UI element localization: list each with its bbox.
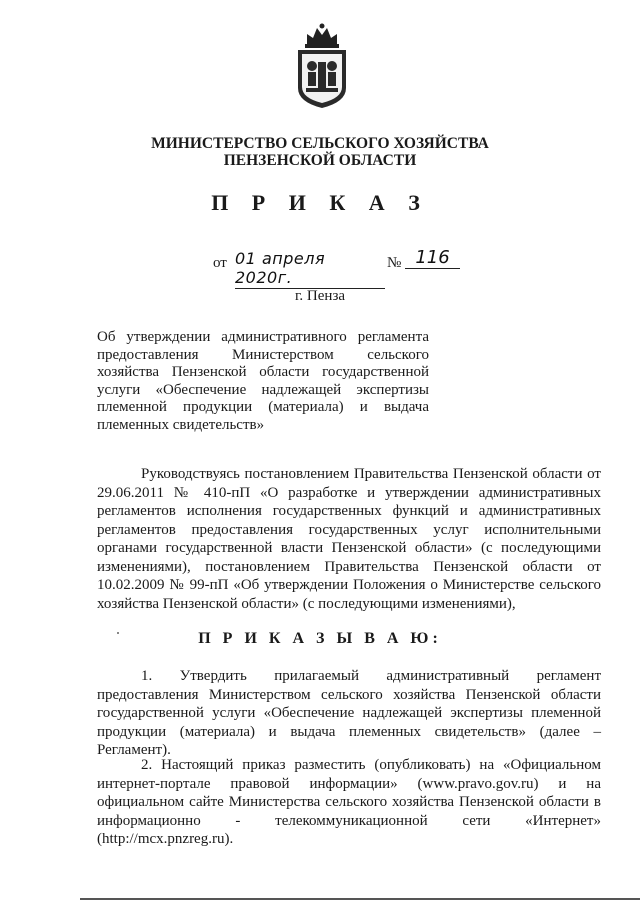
subject-line: предоставления Министерством сельского: [97, 346, 429, 363]
ministry-name-line2: ПЕНЗЕНСКОЙ ОБЛАСТИ: [223, 152, 417, 169]
subject-line: хозяйства Пензенской области государственной: [97, 364, 429, 381]
date-prefix: от: [213, 255, 227, 271]
subject-line: племенных свидетельств»: [97, 416, 265, 433]
handwritten-date: 01 апреля 2020г.: [235, 249, 385, 289]
intro-paragraph: Руководствуясь постановлением Правительства Пензенской области от 29.06.2011 № 410-пП «О разработке и утверждении административных регламентов исполнения государственных функций и административных регламентов предоставления государственных услуг исполнительными органами государственной власти Пензенской области» (с последующими изменениями), постановлением Правительства Пензенской области от 10.02.2009 № 99-пП «Об утверждении Положения о Министерстве сельского хозяйства Пензенской области» (с последующими изменениями),: [97, 466, 601, 612]
ministry-name-line1: МИНИСТЕРСТВО СЕЛЬСКОГО ХОЗЯЙСТВА: [151, 135, 489, 152]
order-item-1: 1. Утвердить прилагаемый административный регламент предоставления Министерством сельского хозяйства Пензенской области государственной услуги «Обеспечение надлежащей экспертизы племенной продукции (материала) и выдача племенных свидетельств» (далее – Регламент).: [97, 668, 601, 758]
order-subject: [97, 329, 429, 435]
subject-line: племенной продукции (материала) и выдача: [97, 399, 429, 416]
scan-bottom-edge: [80, 898, 640, 900]
document-title: П Р И К А З: [211, 190, 429, 215]
order-item-2: 2. Настоящий приказ разместить (опубликовать) на «Официальном интернет-портале правовой информации» (www.pravo.gov.ru) и на официальном сайте Министерства сельского хозяйства Пензенской области в информационно - телекоммуникационной сети «Интернет» (http://mcx.pnzreg.ru).: [97, 757, 601, 847]
ministry-name: [0, 135, 640, 169]
number-label: №: [387, 255, 402, 271]
date-number-line: [213, 247, 473, 287]
coat-of-arms-icon: [293, 22, 351, 110]
subject-line: услуги «Обеспечение надлежащей экспертизы: [97, 381, 429, 398]
city: г. Пенза: [294, 288, 346, 304]
handwritten-number: 116: [405, 247, 460, 269]
order-heading: П Р И К А З Ы В А Ю:: [198, 630, 442, 647]
subject-line: Об утверждении административного регламента: [97, 329, 429, 345]
